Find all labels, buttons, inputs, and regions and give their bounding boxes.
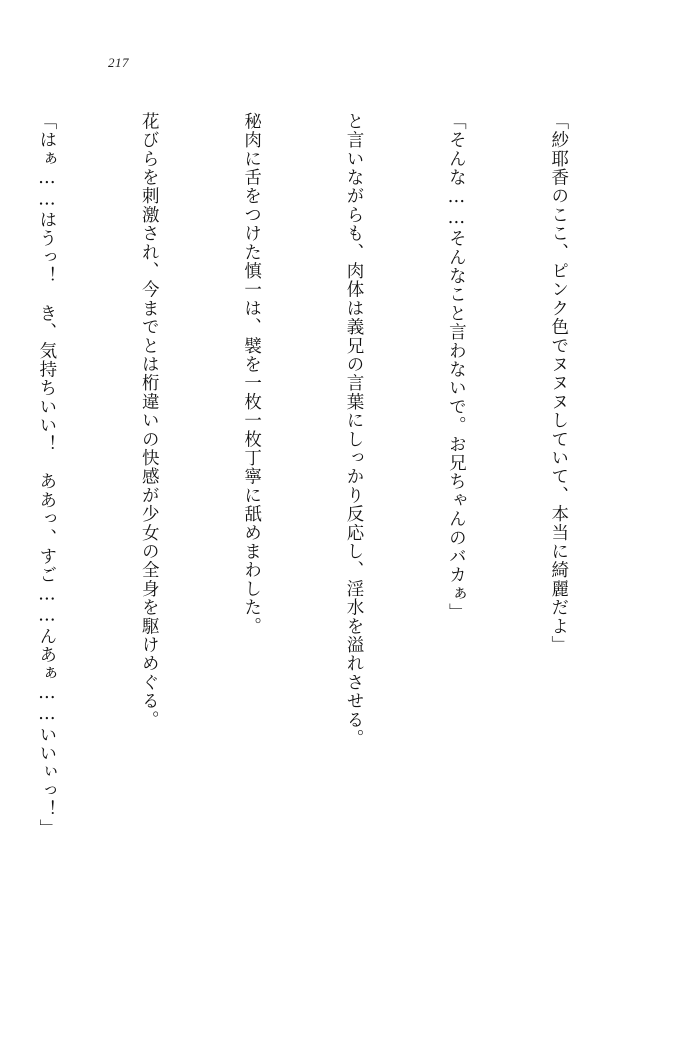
body-line: 「紗耶香のここ、ピンク色でヌヌヌしていて、本当に綺麗だよ」 [548,112,569,655]
body-line: 花びらを刺激され、今までとは桁違いの快感が少女の全身を駆けめぐる。 [139,112,160,730]
body-line: 「そんな……そんなこと言わないで。お兄ちゃんのバカぁ」 [446,112,467,622]
body-line: と言いながらも、肉体は義兄の言葉にしっかり反応し、淫水を溢れさせる。 [344,112,364,748]
page-body-text [36,112,644,942]
body-line: 「はぁ……はうっ！ き、気持ちいい！ ああっ、すご……んあぁ……いいぃっ！」 [36,112,57,838]
body-line: 秘肉に舌をつけた慎一は、襞を一枚一枚丁寧に舐めまわした。 [241,112,262,636]
page-number: 217 [108,55,129,70]
